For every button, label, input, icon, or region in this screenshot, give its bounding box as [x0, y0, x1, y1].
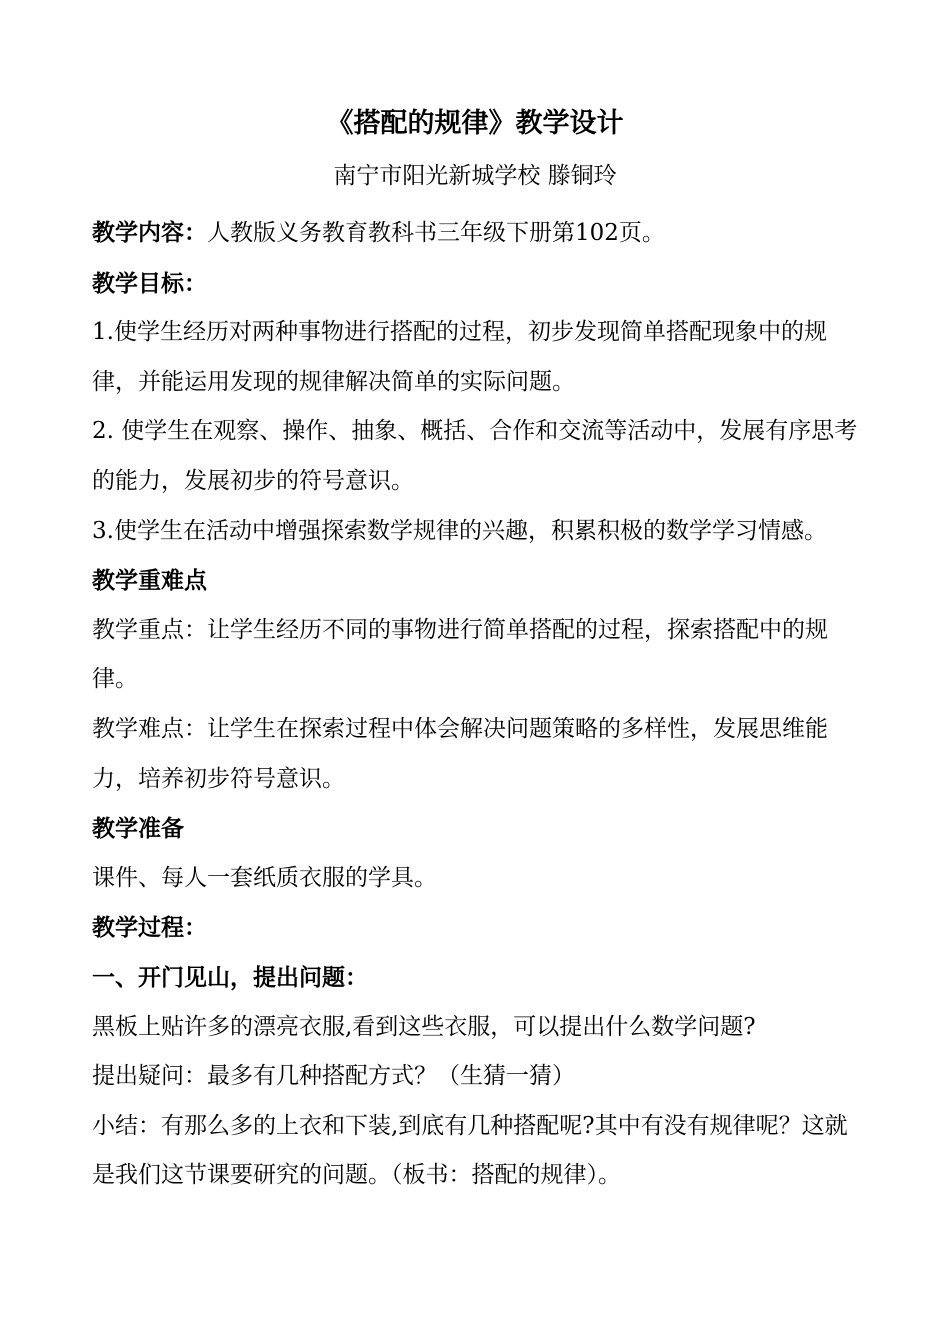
difficulty: 教学难点：让学生在探索过程中体会解决问题策略的多样性，发展思维能力，培养初步符号意识。: [92, 715, 828, 792]
document-title: 《搭配的规律》教学设计: [326, 108, 624, 139]
objective-2: 2. 使学生在观察、操作、抽象、概括、合作和交流等活动中，发展有序思考的能力，发展初步的符号意识。: [92, 418, 858, 494]
paragraph-1: 黑板上贴许多的漂亮衣服,看到这些衣服，可以提出什么数学问题?: [92, 1013, 756, 1040]
document-body: [92, 208, 862, 1201]
teaching-content: [92, 208, 862, 259]
objective-1: 1.使学生经历对两种事物进行搭配的过程，初步发现简单搭配现象中的规律，并能运用发现的规律解决简单的实际问题。: [92, 319, 827, 395]
section-1-heading: 一、开门见山，提出问题：: [92, 963, 368, 991]
objective-3: 3.使学生在活动中增强探索数学规律的兴趣，积累积极的数学学习情感。: [92, 517, 827, 544]
preparation: 课件、每人一套纸质衣服的学具。: [92, 864, 437, 891]
paragraph-3: 小结：有那么多的上衣和下装,到底有几种搭配呢?其中有没有规律呢？这就是我们这节课要研究的问题。（板书：搭配的规律）。: [92, 1112, 848, 1189]
key-point: 教学重点：让学生经历不同的事物进行简单搭配的过程，探索搭配中的规律。: [92, 616, 828, 693]
teaching-content-label: 教学内容：: [92, 219, 207, 246]
objectives-heading: 教学目标：: [92, 269, 207, 297]
key-points-heading: 教学重难点: [92, 567, 207, 595]
paragraph-2: 提出疑问：最多有几种搭配方式？（生猜一猜）: [92, 1063, 575, 1090]
preparation-heading: 教学准备: [92, 815, 184, 843]
process-heading: 教学过程：: [92, 914, 207, 942]
teaching-content-text: 人教版义务教育教科书三年级下册第102页。: [207, 220, 665, 246]
document-author: 南宁市阳光新城学校 滕铜玲: [333, 163, 617, 189]
